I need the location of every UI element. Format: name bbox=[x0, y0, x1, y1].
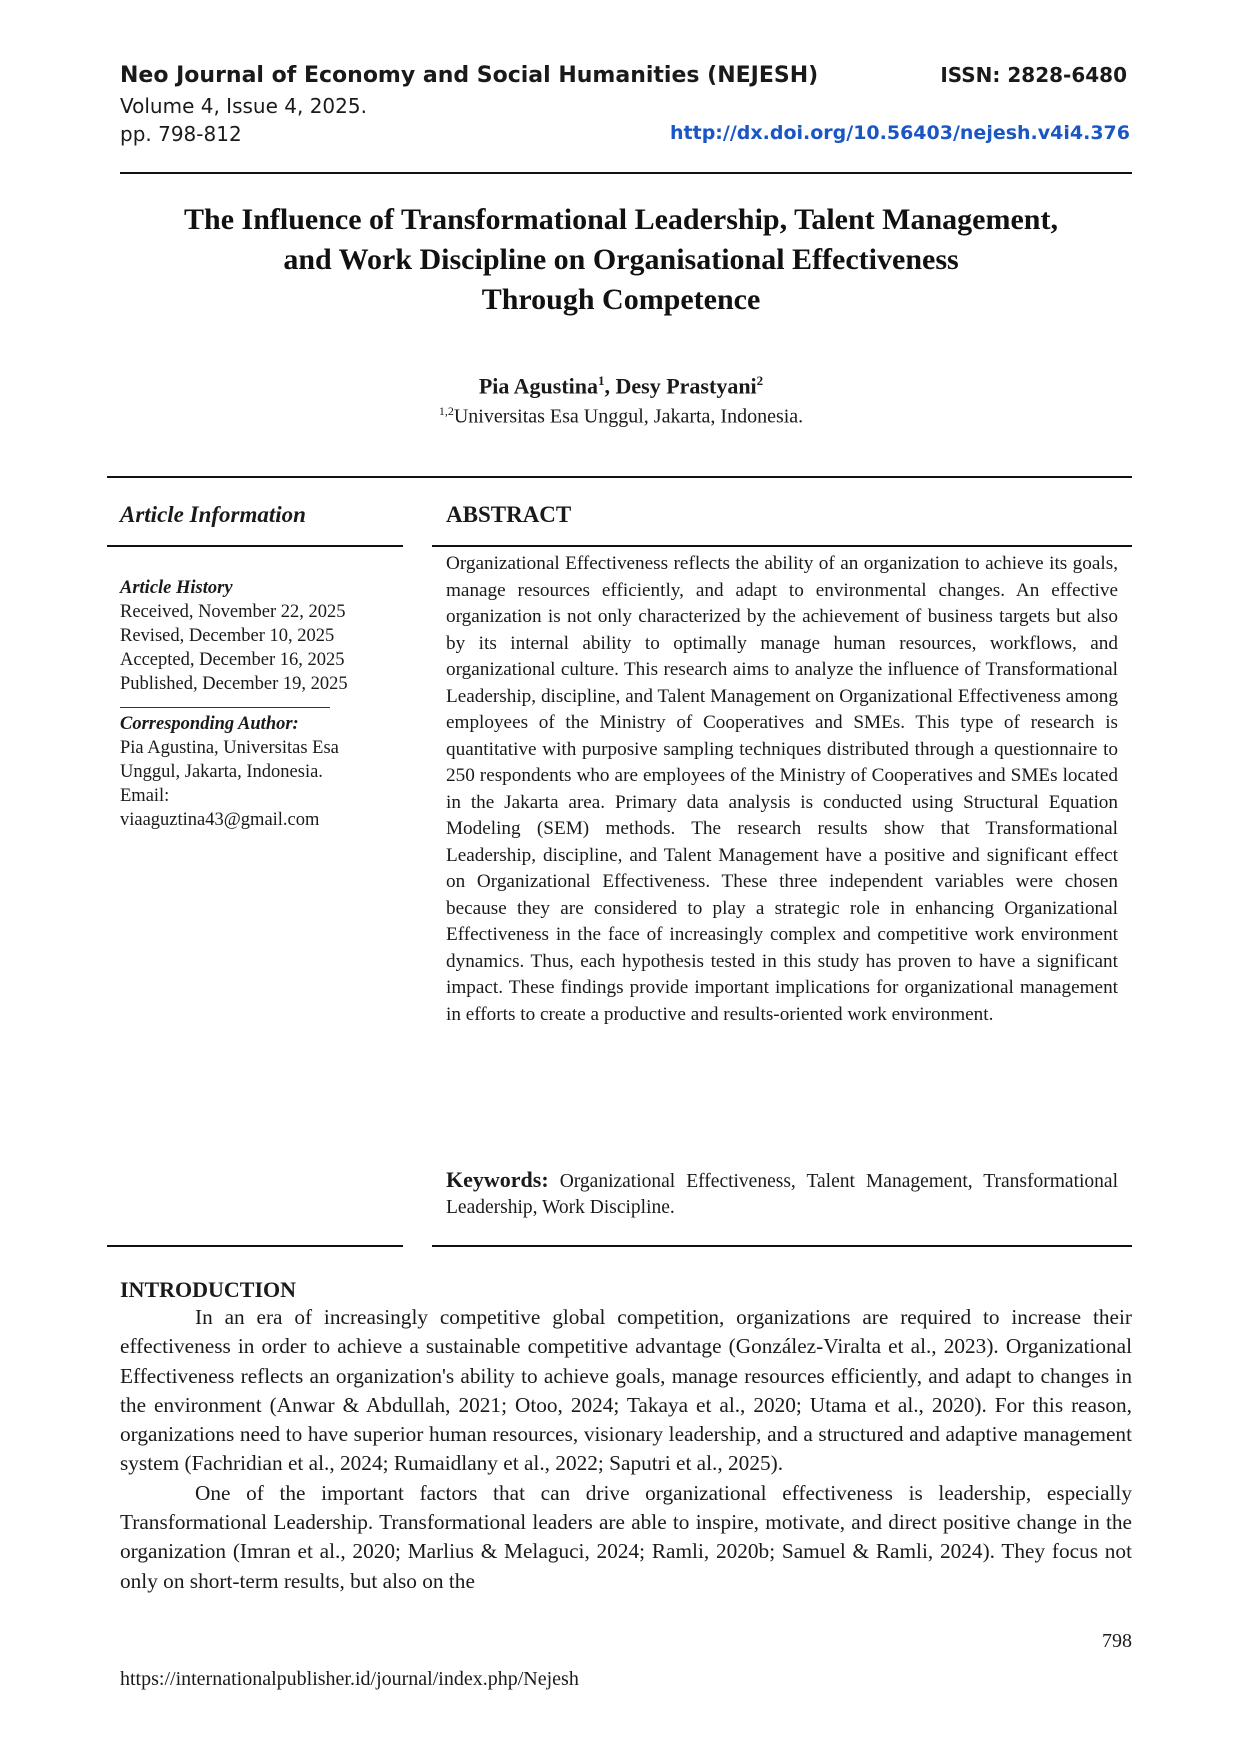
email-label: Email: bbox=[120, 786, 170, 806]
author-affil-mark: 2 bbox=[756, 373, 764, 388]
email-address[interactable]: viaaguztina43@gmail.com bbox=[120, 810, 320, 830]
abstract-heading: ABSTRACT bbox=[446, 502, 572, 527]
published-date: Published, December 19, 2025 bbox=[120, 674, 348, 694]
volume-issue: Volume 4, Issue 4, 2025. bbox=[120, 94, 367, 118]
paper-title bbox=[110, 200, 1132, 320]
body-paragraph: In an era of increasingly competitive global competition, organizations are required to increase their effectiveness in order to achieve a sustainable competitive advantage (González-Viralta et al., 2023). Organizational Effectiveness reflects an organization's ability to achieve goals, manage resources efficiently, and adapt to changes in the environment (Anwar & Abdullah, 2021; Otoo, 2024; Takaya et al., 2020; Utama et al., 2020). For this reason, organizations need to have superior human resources, visionary leadership, and a structured and adaptive management system (Fachridian et al., 2024; Rumaidlany et al., 2022; Saputri et al., 2025). bbox=[120, 1305, 1132, 1476]
affiliation-mark: 1,2 bbox=[438, 404, 454, 418]
keywords bbox=[446, 1167, 1118, 1221]
doi-link[interactable]: http://dx.doi.org/10.56403/nejesh.v4i4.376 bbox=[670, 122, 1130, 144]
author-list bbox=[0, 373, 1242, 399]
issn: ISSN: 2828-6480 bbox=[940, 63, 1127, 87]
article-history-heading: Article History bbox=[120, 578, 233, 598]
author-separator: , bbox=[604, 373, 616, 399]
abstract-text: Organizational Effectiveness reflects the ability of an organization to achieve its goals, manage resources efficiently, and adapt to environmental changes. An effective organization is not only characterized by the achievement of business targets but also by its internal ability to optimally manage human resources, workflows, and organizational culture. This research aims to analyze the influence of Transformational Leadership, discipline, and Talent Management on Organizational Effectiveness among employees of the Ministry of Cooperatives and SMEs. This type of research is quantitative with purposive sampling techniques distributed through a questionnaire to 250 respondents who are employees of the Ministry of Cooperatives and SMEs located in the Jakarta area. Primary data analysis is conducted using Structural Equation Modeling (SEM) methods. The research results show that Transformational Leadership, discipline, and Talent Management have a positive and significant effect on Organizational Effectiveness. These three independent variables were chosen because they are considered to play a strategic role in enhancing Organizational Effectiveness in the face of increasingly complex and competitive work environment dynamics. Thus, each hypothesis tested in this study has proven to have a significant impact. These findings provide important implications for organizational management in efforts to create a productive and results-oriented work environment. bbox=[446, 553, 1118, 1025]
received-date: Received, November 22, 2025 bbox=[120, 602, 346, 622]
page-number: 798 bbox=[1102, 1630, 1132, 1652]
introduction-body bbox=[120, 1303, 1132, 1596]
affiliation-text: Universitas Esa Unggul, Jakarta, Indonesia. bbox=[453, 405, 804, 428]
article-info bbox=[120, 576, 400, 832]
right-column-bottom-rule bbox=[432, 1245, 1132, 1247]
keywords-label: Keywords: bbox=[446, 1167, 549, 1192]
introduction-heading: INTRODUCTION bbox=[120, 1277, 297, 1302]
info-separator bbox=[120, 707, 330, 708]
keywords-text: Organizational Effectiveness, Talent Management, Transformational Leadership, Work Discipline. bbox=[446, 1171, 1118, 1218]
affiliation bbox=[0, 404, 1242, 429]
title-line: Through Competence bbox=[481, 283, 761, 316]
corresponding-heading: Corresponding Author: bbox=[120, 714, 299, 734]
page-range: pp. 798-812 bbox=[120, 122, 242, 146]
accepted-date: Accepted, December 16, 2025 bbox=[120, 650, 345, 670]
revised-date: Revised, December 10, 2025 bbox=[120, 626, 335, 646]
left-column-bottom-rule bbox=[107, 1245, 403, 1247]
footer-url[interactable]: https://internationalpublisher.id/journal/index.php/Nejesh bbox=[120, 1668, 579, 1690]
right-column-rule bbox=[432, 545, 1132, 547]
info-top-rule bbox=[107, 476, 1132, 478]
journal-name: Neo Journal of Economy and Social Humanities (NEJESH) bbox=[120, 63, 819, 88]
corresponding-line: Pia Agustina, Universitas Esa bbox=[120, 738, 339, 758]
author-affil-mark: 1 bbox=[598, 373, 605, 388]
header-divider bbox=[120, 172, 1132, 174]
body-paragraph: One of the important factors that can drive organizational effectiveness is leadership, especially Transformational Leadership. Transformational leaders are able to inspire, motivate, and direct positive change in the organization (Imran et al., 2020; Marlius & Melaguci, 2024; Ramli, 2020b; Samuel & Ramli, 2024). They focus not only on short-term results, but also on the bbox=[120, 1480, 1132, 1593]
article-info-heading: Article Information bbox=[120, 502, 306, 527]
title-line: and Work Discipline on Organisational Effectiveness bbox=[283, 243, 959, 276]
left-column-rule bbox=[107, 545, 403, 547]
author-name: Pia Agustina bbox=[478, 373, 599, 399]
corresponding-line: Unggul, Jakarta, Indonesia. bbox=[120, 762, 323, 782]
title-line: The Influence of Transformational Leadership, Talent Management, bbox=[184, 203, 1058, 236]
author-name: Desy Prastyani bbox=[615, 373, 757, 399]
